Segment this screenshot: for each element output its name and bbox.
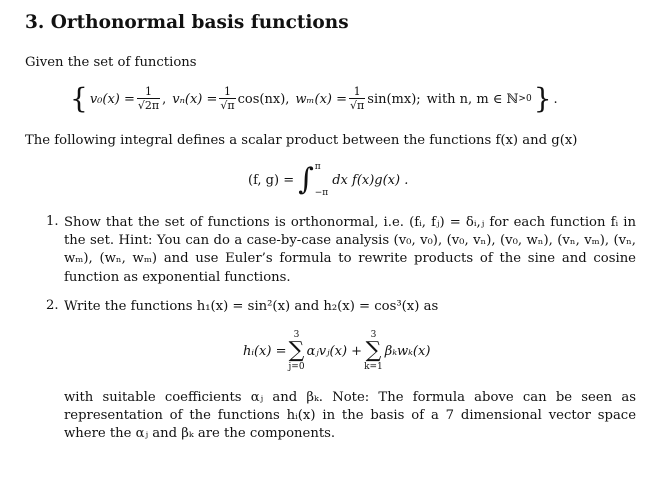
vn-lhs: vₙ(x) = — [172, 91, 218, 107]
natural-subscript: >0 — [518, 94, 532, 104]
scalar-product-intro: The following integral defines a scalar product between the functions f(x) and g(x) — [25, 133, 578, 148]
item-2-number: 2. — [46, 298, 59, 313]
vn-fraction — [219, 86, 235, 112]
v0-comma: , — [162, 91, 167, 107]
sum-term-1: αⱼvⱼ(x) + — [306, 343, 363, 359]
integral-lhs: (f, g) = — [248, 172, 295, 188]
sum-2-lower: k=1 — [364, 362, 383, 372]
v0-fraction — [137, 86, 160, 112]
integral-operator — [298, 162, 328, 198]
vn-denominator: √π — [220, 99, 235, 112]
sum-1-sigma: ∑ — [288, 338, 305, 363]
integral-sign: ∫ — [298, 162, 314, 197]
wm-lhs: wₘ(x) = — [295, 91, 348, 107]
wm-sin-term: sin(mx); — [367, 91, 421, 107]
wm-numerator: 1 — [353, 85, 361, 98]
vn-numerator: 1 — [224, 85, 232, 98]
right-brace: } — [533, 82, 552, 115]
item-1-number: 1. — [46, 214, 59, 229]
sum-2-upper: 3 — [370, 330, 377, 340]
sum-term-2: βₖwₖ(x) — [384, 343, 431, 359]
item-2-text: Write the functions h₁(x) = sin²(x) and h₂(x) = cos³(x) as — [64, 299, 439, 314]
vn-cos-term: cos(nx), — [237, 91, 290, 107]
v0-numerator: 1 — [145, 85, 153, 98]
section-title: 3. Orthonormal basis functions — [25, 12, 349, 33]
scalar-product-formula — [248, 160, 408, 200]
intro-text: Given the set of functions — [25, 55, 197, 70]
with-condition: with n, m ∈ ℕ — [426, 91, 519, 107]
closing-text: with suitable coefficients αⱼ and βₖ. Note: The formula above can be seen as representation of the functions hᵢ(x) in the basis of a 7 dimensional vector space where the αⱼ and βₖ are the components. — [64, 390, 636, 442]
v0-lhs: v₀(x) = — [89, 91, 135, 107]
wm-denominator: √π — [350, 99, 365, 112]
integral-limits — [315, 162, 328, 198]
sum-1-upper: 3 — [293, 330, 300, 340]
item-1-text: Show that the set of functions is orthonormal, i.e. (fᵢ, fⱼ) = δᵢ,ⱼ for each function fᵢ in the set. Hint: You can do a case-by-case analysis (v₀, v₀), (v₀, vₙ), (v₀, wₙ), (vₙ, vₘ), (vₙ, wₘ), (wₙ, wₘ) and use Euler’s formula to rewrite products of the sine and cosine function as exponential functions. — [64, 215, 636, 285]
sum-operator-1 — [289, 330, 305, 372]
basis-expansion-formula — [243, 326, 430, 376]
integral-lower-limit: −π — [314, 188, 329, 198]
left-brace: { — [70, 82, 88, 115]
integral-upper-limit: π — [314, 162, 321, 172]
v0-denominator: √2π — [137, 99, 160, 112]
wm-fraction — [349, 86, 365, 112]
set-period: . — [553, 91, 558, 107]
sum-lhs: hᵢ(x) = — [243, 343, 287, 359]
sum-operator-2 — [364, 330, 383, 372]
sum-1-lower: j=0 — [288, 362, 305, 372]
sum-2-sigma: ∑ — [365, 338, 382, 363]
integrand: dx f(x)g(x) . — [332, 172, 409, 188]
function-set-formula — [68, 80, 558, 118]
